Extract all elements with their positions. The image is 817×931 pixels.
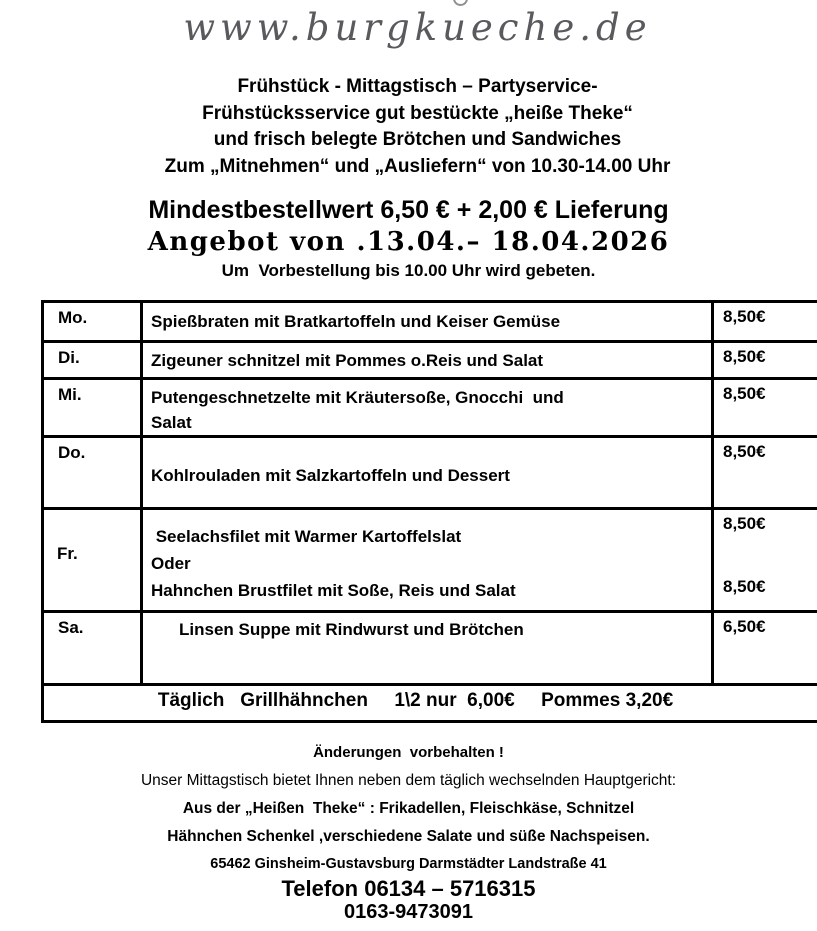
price-value: 8,50€ — [723, 442, 766, 461]
menu-row-tuesday — [43, 342, 817, 379]
menu-row-wednesday — [43, 379, 817, 437]
day-label: Di. — [43, 342, 142, 379]
price-cell — [713, 612, 817, 685]
price-value-1: 8,50€ — [723, 514, 766, 533]
menu-row-monday — [43, 302, 817, 342]
daily-offer-text: Täglich Grillhähnchen 1\2 nur 6,00€ Pommes 3,20€ — [43, 685, 817, 722]
menu-row-friday — [43, 509, 817, 612]
dish-option-2: Hahnchen Brustfilet mit Soße, Reis und Salat — [151, 581, 516, 600]
dish-cell — [142, 509, 713, 612]
dish-or-label: Oder — [151, 554, 191, 573]
intro-line-3: und frisch belegte Brötchen und Sandwiches — [213, 129, 622, 150]
price-value: 8,50€ — [723, 347, 766, 366]
dish-cell — [142, 379, 713, 437]
day-label: Do. — [43, 437, 142, 509]
dish-text: Zigeuner schnitzel mit Pommes o.Reis und Salat — [151, 351, 544, 370]
dish-cell — [142, 342, 713, 379]
day-label: Mi. — [43, 379, 142, 437]
dish-text-line-1: Putengeschnetzelte mit Kräutersoße, Gnocchi und — [151, 388, 564, 407]
menu-row-saturday — [43, 612, 817, 685]
intro-line-4: Zum „Mitnehmen“ und „Ausliefern“ von 10.30-14.00 Uhr — [164, 155, 671, 177]
price-value: 8,50€ — [723, 307, 766, 326]
price-cell — [713, 509, 817, 612]
footer-info-line-3: Hähnchen Schenkel ,verschiedene Salate und süße Nachspeisen. — [167, 828, 650, 845]
intro-line-2: Frühstücksservice gut bestückte „heiße Theke“ — [202, 102, 633, 124]
weekly-menu-table — [41, 300, 817, 723]
day-label: Mo. — [43, 302, 142, 342]
preorder-note: Um Vorbestellung bis 10.00 Uhr wird gebeten. — [221, 261, 596, 280]
footer-info-line-2: Aus der „Heißen Theke“ : Frikadellen, Fleischkäse, Schnitzel — [182, 800, 635, 817]
dish-text: Linsen Suppe mit Rindwurst und Brötchen — [179, 620, 524, 639]
day-label: Fr. — [43, 509, 142, 612]
address-line: 65462 Ginsheim-Gustavsburg Darmstädter Landstraße 41 — [210, 856, 607, 872]
minimum-order-line: Mindestbestellwert 6,50 € + 2,00 € Lieferung — [148, 196, 669, 224]
price-cell — [713, 302, 817, 342]
price-cell — [713, 379, 817, 437]
dish-text: Spießbraten mit Bratkartoffeln und Keiser Gemüse — [151, 312, 561, 331]
dish-text: Kohlrouladen mit Salzkartoffeln und Dessert — [151, 466, 510, 485]
intro-block — [0, 74, 817, 180]
price-value: 8,50€ — [723, 384, 766, 403]
dish-cell — [142, 437, 713, 509]
mobile-number: 0163-9473091 — [343, 901, 473, 923]
dish-option-1: Seelachsfilet mit Warmer Kartoffelslat — [151, 527, 462, 546]
price-cell — [713, 342, 817, 379]
day-label: Sa. — [43, 612, 142, 685]
footer-info-line-1: Unser Mittagstisch bietet Ihnen neben dem täglich wechselnden Hauptgericht: — [140, 772, 677, 789]
price-value: 6,50€ — [723, 617, 766, 636]
intro-line-1: Frühstück - Mittagstisch – Partyservice- — [237, 76, 598, 97]
website-url: www.burgkueche.de — [183, 6, 652, 49]
menu-row-daily-offer — [43, 685, 817, 722]
dish-cell — [142, 302, 713, 342]
changes-reserved-note: Änderungen vorbehalten ! — [313, 744, 504, 761]
phone-number: Telefon 06134 – 5716315 — [281, 876, 536, 901]
offer-period-line: Angebot von .13.04.– 18.04.2026 — [147, 227, 670, 257]
menu-row-thursday — [43, 437, 817, 509]
dish-cell — [142, 612, 713, 685]
price-value-2: 8,50€ — [723, 577, 766, 596]
price-cell — [713, 437, 817, 509]
dish-text-line-2: Salat — [151, 413, 192, 432]
